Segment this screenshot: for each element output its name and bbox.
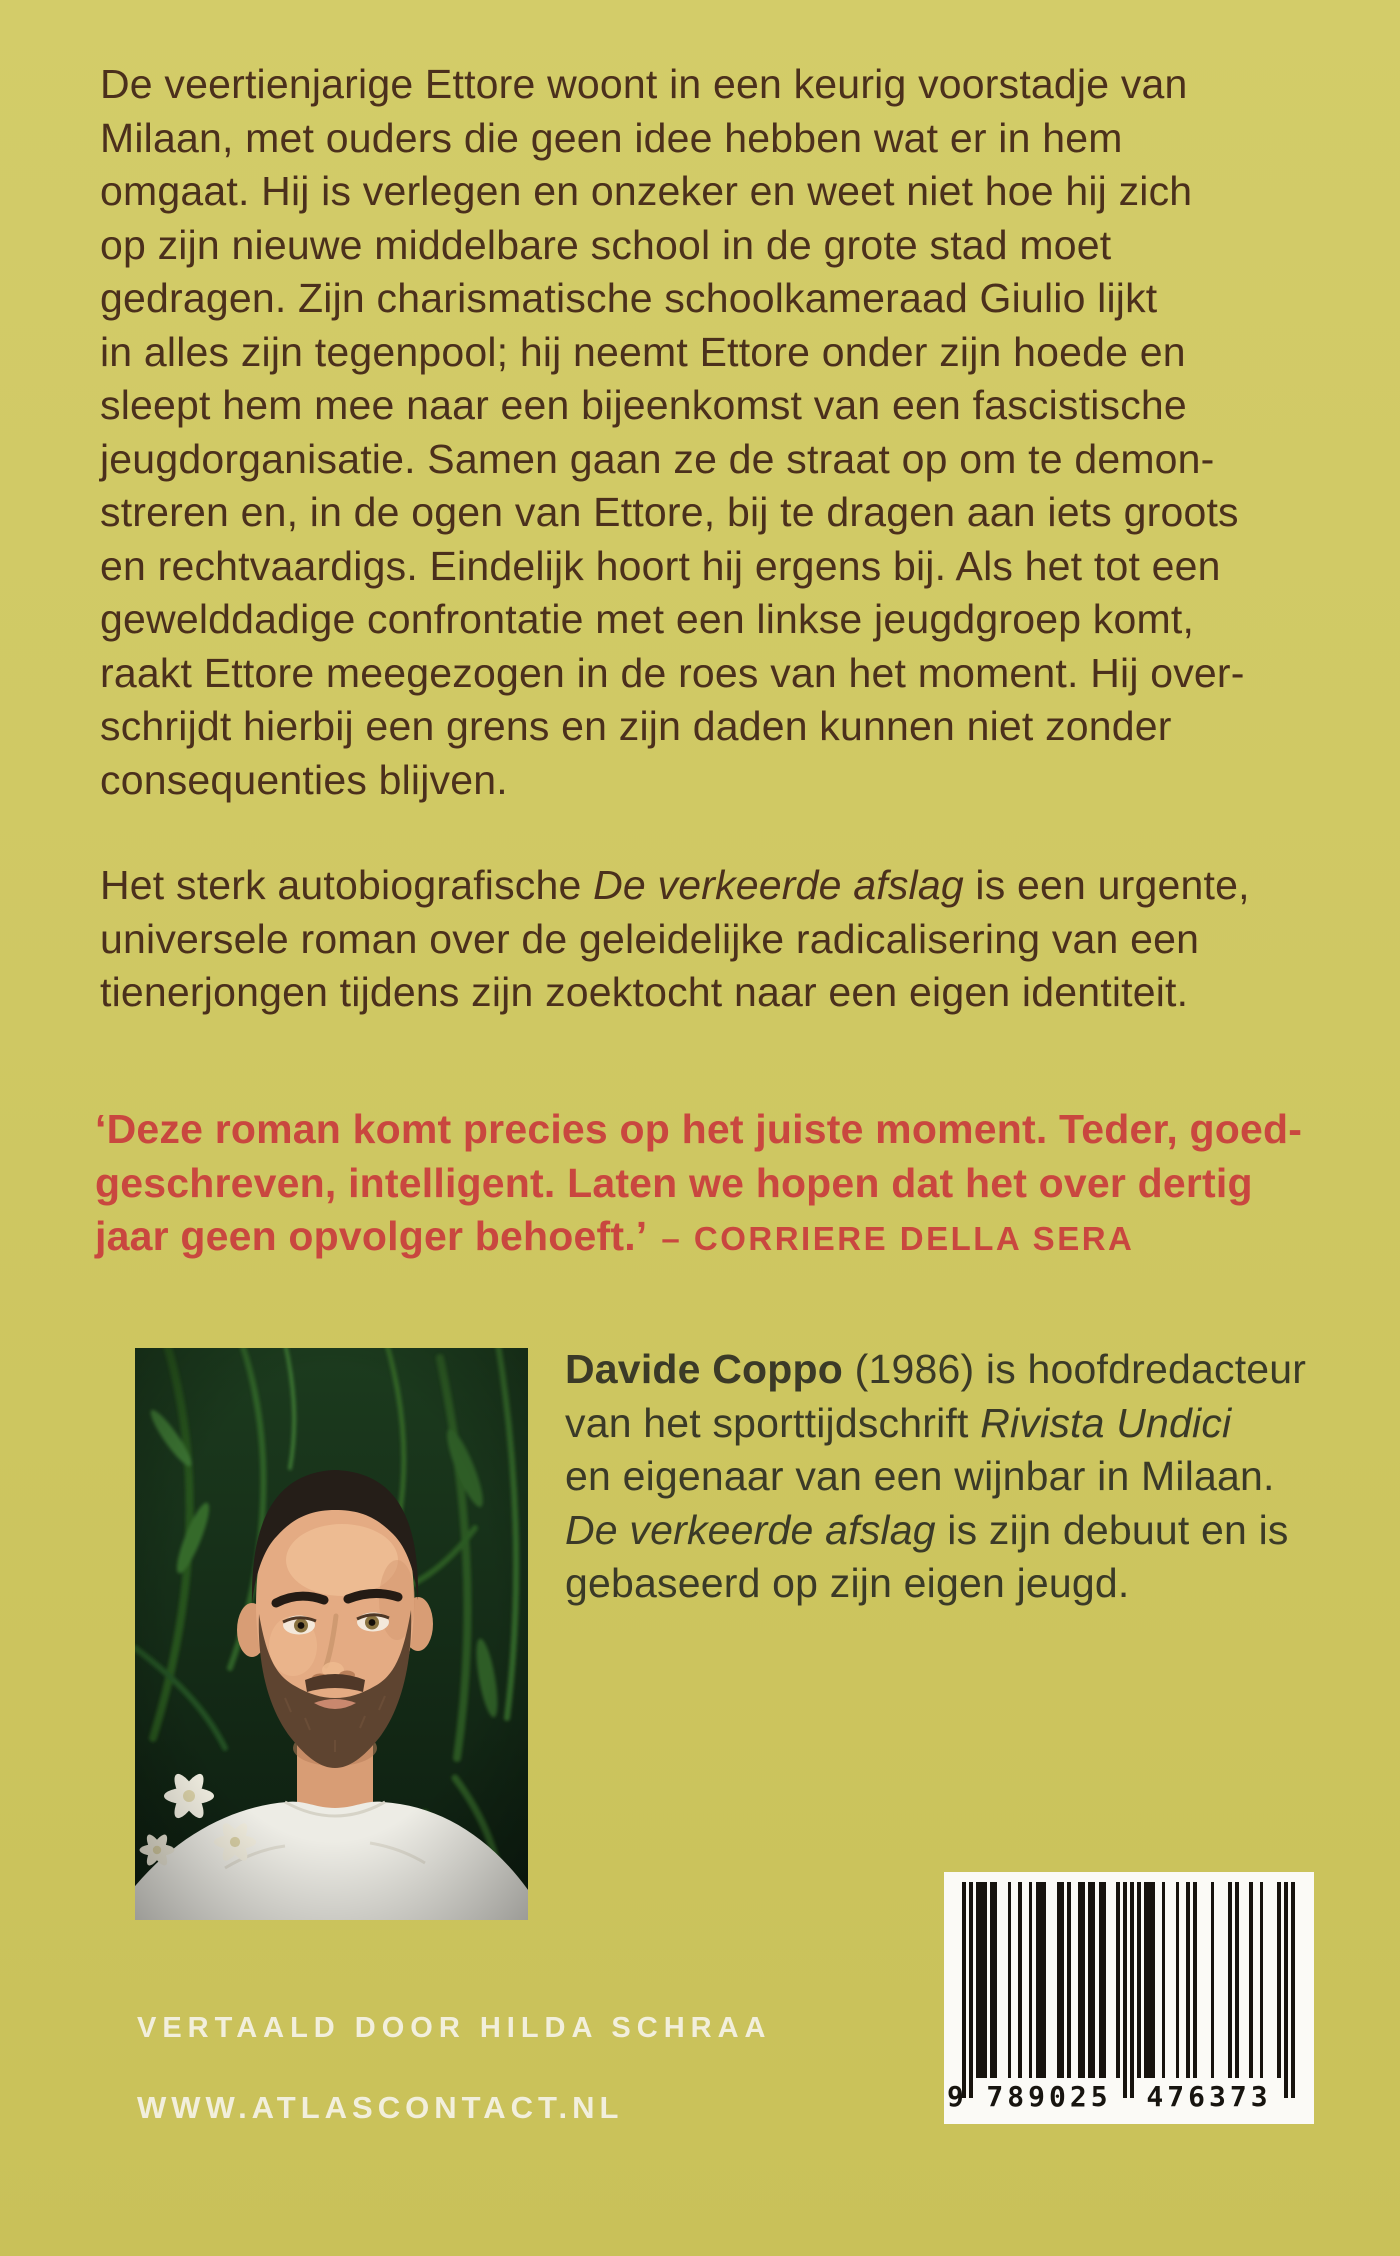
author-bio (565, 1343, 1306, 1611)
bio-line (565, 1397, 1306, 1451)
synopsis-line: schrijdt hierbij een grens en zijn daden kunnen niet zonder (100, 703, 1172, 749)
synopsis-line: in alles zijn tegenpool; hij neemt Ettore onder zijn hoede en (100, 328, 1186, 375)
author-name: Davide Coppo (565, 1346, 844, 1392)
barcode-bars (962, 1882, 1295, 2098)
bio-text: (1986) is hoofdredacteur (843, 1346, 1307, 1392)
synopsis-line: en rechtvaardigs. Eindelijk hoort hij ergens bij. Als het tot een (100, 542, 1221, 589)
book-title-italic: De verkeerde afslag (565, 1506, 936, 1553)
about-text: Het sterk autobiografische (100, 862, 594, 908)
quote-text: jaar geen opvolger behoeft.’ (95, 1213, 648, 1259)
bio-text: van het sporttijdschrift (565, 1399, 981, 1446)
synopsis-line: gewelddadige confrontatie met een linkse jeugdgroep komt, (100, 596, 1195, 642)
quote-line: ‘Deze roman komt precies op het juiste moment. Teder, goed- (95, 1106, 1303, 1152)
about-text: is een urgente, (963, 862, 1250, 908)
barcode-digits-mid: 789025 (986, 2080, 1112, 2113)
translator-credit: VERTAALD DOOR HILDA SCHRAA (137, 2012, 772, 2044)
synopsis-line: op zijn nieuwe middelbare school in de grote stad moet (100, 221, 1112, 268)
synopsis-line: jeugdorganisatie. Samen gaan ze de straat op om te demon- (100, 435, 1215, 482)
author-photo (135, 1348, 528, 1920)
press-quote (95, 1103, 1302, 1266)
synopsis-line: raakt Ettore meegezogen in de roes van het moment. Hij over- (100, 649, 1245, 696)
barcode-number (944, 2078, 1314, 2118)
bio-line (565, 1343, 1306, 1397)
synopsis-line: gedragen. Zijn charismatische schoolkameraad Giulio lijkt (100, 275, 1158, 321)
bio-line: gebaseerd op zijn eigen jeugd. (565, 1560, 1130, 1606)
quote-attribution: – CORRIERE DELLA SERA (661, 1220, 1135, 1257)
synopsis-paragraph (100, 58, 1245, 807)
synopsis-line: omgaat. Hij is verlegen en onzeker en weet niet hoe hij zich (100, 168, 1193, 214)
about-line (100, 859, 1250, 913)
synopsis-line: sleept hem mee naar een bijeenkomst van een fascistische (100, 382, 1187, 428)
about-paragraph (100, 859, 1250, 1020)
magazine-title-italic: Rivista Undici (980, 1399, 1232, 1446)
bio-text: is zijn debuut en is (935, 1506, 1289, 1553)
book-title-italic: De verkeerde afslag (593, 862, 964, 908)
quote-line (95, 1210, 1302, 1266)
synopsis-line: consequenties blijven. (100, 756, 508, 803)
barcode-digit-left: 9 (947, 2080, 964, 2113)
quote-line: geschreven, intelligent. Laten we hopen dat het over dertig (95, 1159, 1253, 1206)
synopsis-line: Milaan, met ouders die geen idee hebben wat er in hem (100, 114, 1123, 161)
synopsis-line: De veertienjarige Ettore woont in een keurig voorstadje van (100, 61, 1188, 107)
barcode-bar-module (1291, 1882, 1295, 2098)
bio-line (565, 1504, 1306, 1558)
synopsis-line: streren en, in de ogen van Ettore, bij te dragen aan iets groots (100, 489, 1239, 535)
about-line: tienerjongen tijdens zijn zoektocht naar een eigen identiteit. (100, 969, 1189, 1015)
about-line: universele roman over de geleidelijke radicalisering van een (100, 915, 1200, 962)
barcode-digits-right: 476373 (1146, 2080, 1272, 2113)
bio-line: en eigenaar van een wijnbar in Milaan. (565, 1453, 1275, 1499)
barcode (944, 1872, 1314, 2124)
website-url: WWW.ATLASCONTACT.NL (137, 2090, 624, 2125)
